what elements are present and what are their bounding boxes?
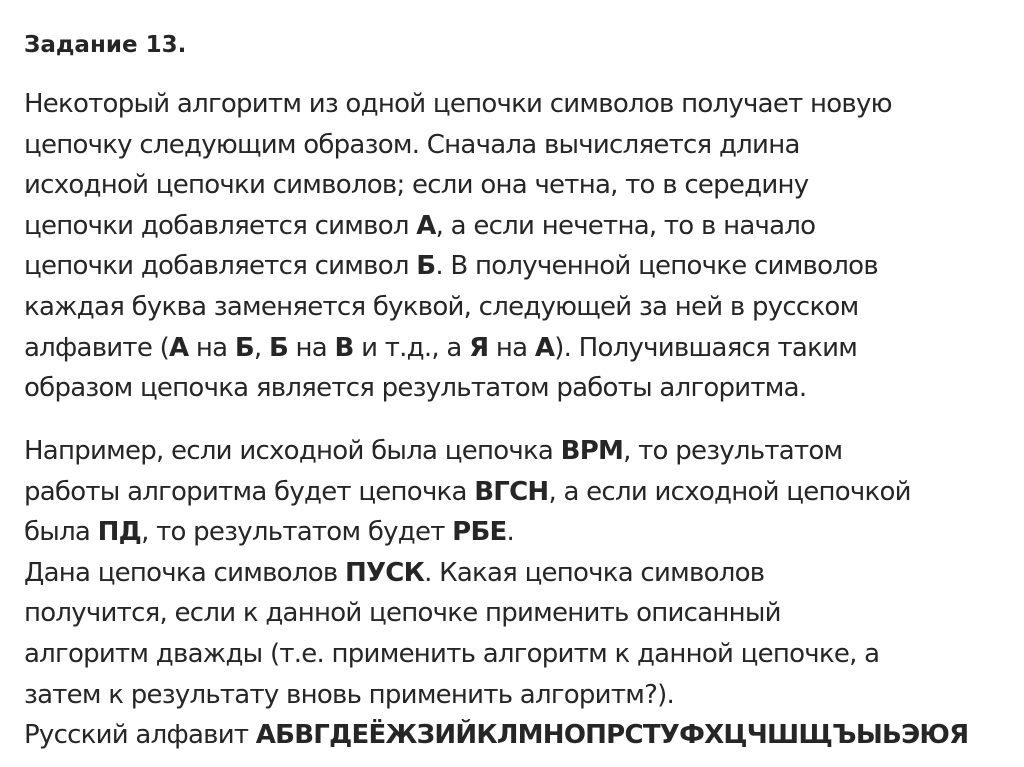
text-line — [24, 675, 1009, 716]
bold-letter: Б — [268, 332, 289, 363]
text-line — [24, 431, 1009, 472]
bold-chain: РБЕ — [452, 517, 507, 548]
text-line — [24, 512, 1009, 553]
text-line — [24, 287, 1009, 328]
text-fragment: цепочки добавляется символ — [24, 210, 417, 241]
problem-description — [24, 84, 1009, 409]
text-fragment: , а если нечетна, то в начало — [435, 210, 816, 241]
bold-chain: ПД — [97, 517, 142, 548]
text-fragment: цепочки добавляется символ — [24, 251, 417, 282]
text-fragment: каждая буква заменяется буквой, следующей за ней в русском — [24, 291, 859, 322]
text-fragment: , — [253, 332, 269, 363]
bold-letter: А — [168, 332, 189, 363]
text-line — [24, 206, 1009, 247]
text-fragment: цепочку следующим образом. Сначала вычисляется длина — [24, 129, 800, 160]
text-fragment: , то результатом будет — [141, 517, 453, 548]
text-fragment: алгоритм дважды (т.е. применить алгоритм к данной цепочке, а — [24, 638, 880, 669]
text-line — [24, 246, 1009, 287]
text-fragment: ). Получившаяся таким — [554, 332, 858, 363]
text-fragment: . Какая цепочка символов — [424, 557, 765, 588]
text-fragment: была — [24, 517, 98, 548]
text-line — [24, 125, 1009, 166]
text-line — [24, 715, 1009, 756]
bold-chain: ВРМ — [560, 436, 624, 466]
text-fragment: алфавите ( — [24, 332, 169, 363]
text-line — [24, 165, 1009, 206]
bold-letter: Я — [469, 332, 489, 363]
text-fragment: исходной цепочки символов; если она четна, то в середину — [24, 170, 809, 201]
text-fragment: получится, если к данной цепочке применить описанный — [24, 598, 781, 629]
text-line — [24, 634, 1009, 675]
text-line — [24, 472, 1009, 513]
text-fragment: Дана цепочка символов — [24, 557, 345, 588]
text-fragment: Русский алфавит — [24, 720, 256, 751]
example-and-question — [24, 431, 1009, 756]
bold-letter: Б — [234, 332, 254, 363]
text-fragment: Некоторый алгоритм из одной цепочки символов получает новую — [24, 89, 892, 119]
bold-chain: ПУСК — [344, 557, 425, 588]
text-fragment: . В полученной цепочке символов — [435, 251, 878, 282]
bold-letter: В — [334, 332, 354, 363]
alphabet: АБВГДЕЁЖЗИЙКЛМНОПРСТУФХЦЧШЩЪЫЬЭЮЯ — [255, 720, 969, 751]
text-fragment: , а если исходной цепочкой — [548, 476, 911, 507]
task-title: Задание 13. — [24, 32, 187, 58]
bold-letter: Б — [416, 251, 436, 282]
text-line — [24, 328, 1009, 369]
text-fragment: работы алгоритма будет цепочка — [24, 476, 475, 507]
text-fragment: , то результатом — [623, 436, 843, 466]
text-line — [24, 553, 1009, 594]
text-fragment: образом цепочка является результатом работы алгоритма. — [24, 373, 807, 404]
text-fragment: затем к результату вновь применить алгоритм?). — [24, 679, 675, 710]
bold-letter: А — [416, 210, 436, 241]
bold-letter: А — [534, 332, 555, 363]
text-fragment: на — [288, 332, 335, 363]
text-fragment: и т.д., а — [353, 332, 470, 363]
text-fragment: . — [506, 517, 515, 548]
bold-chain: ВГСН — [474, 476, 549, 507]
text-fragment: на — [488, 332, 535, 363]
text-fragment: Например, если исходной была цепочка — [24, 436, 561, 466]
text-line — [24, 368, 1009, 409]
text-line — [24, 84, 1009, 125]
text-line — [24, 593, 1009, 634]
text-fragment: на — [188, 332, 235, 363]
